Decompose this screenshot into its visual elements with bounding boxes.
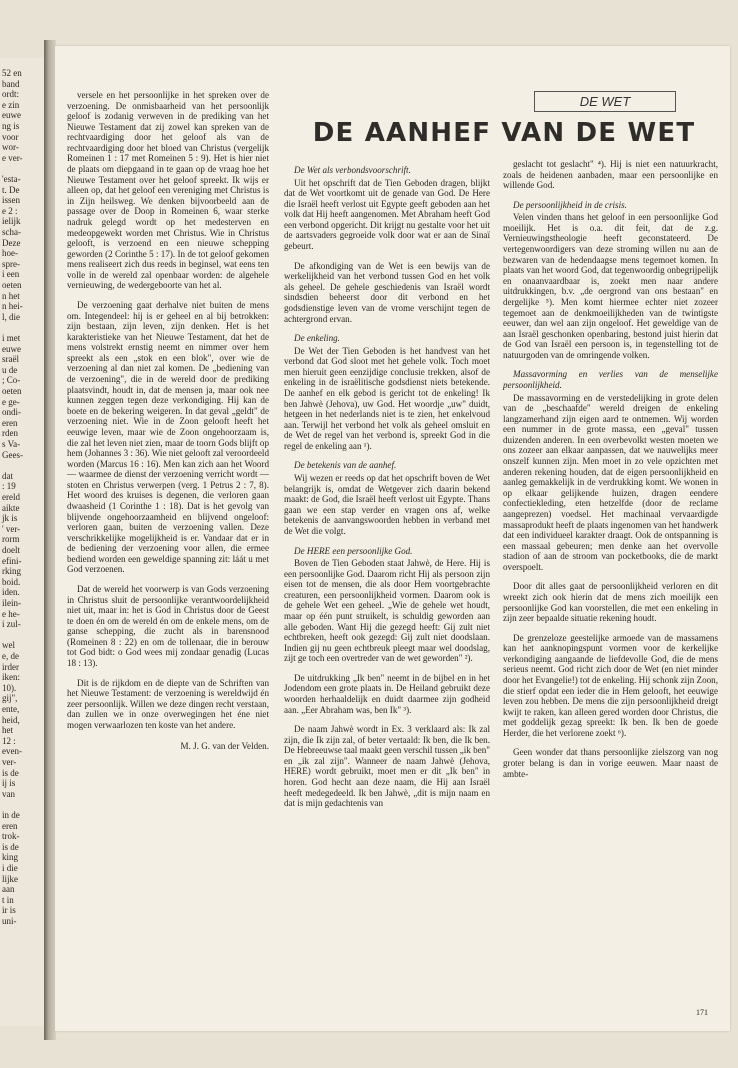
section-heading: De betekenis van de aanhef. <box>294 460 397 471</box>
section-heading: De HERE een persoonlijke God. <box>294 545 413 556</box>
left-page-text-fragment: hoe- <box>2 248 18 259</box>
left-page-text-fragment: issen <box>2 195 20 206</box>
left-page-text-fragment: spre- <box>2 258 20 269</box>
left-page-text-fragment: eren <box>2 417 18 428</box>
left-page-text-fragment: voor <box>2 131 19 142</box>
left-page-text-fragment: even- <box>2 746 22 757</box>
left-page-text-fragment: ente, <box>2 704 20 714</box>
left-page-text-fragment: oeten <box>2 280 22 290</box>
left-page-text-fragment: irder <box>2 661 19 672</box>
left-page-text-fragment: u de <box>2 364 18 375</box>
left-page-text-fragment: 'esta- <box>2 174 21 184</box>
article-title: DE AANHEF VAN DE WET <box>312 118 696 148</box>
left-page-text-fragment: i zul- <box>2 619 21 630</box>
left-page-text-fragment: is de <box>2 767 19 778</box>
page-number: 171 <box>696 1008 708 1017</box>
left-page-text-fragment: het <box>2 725 13 736</box>
left-page-text-fragment: trok- <box>2 831 20 842</box>
author-signature: M. J. G. van der Velden. <box>180 740 269 751</box>
left-page-text-fragment: l, die <box>2 311 20 322</box>
section-tag: DE WET <box>534 91 676 112</box>
paragraph: De naam Jahwè wordt in Ex. 3 verklaard als: Ik zal zijn, die Ik zijn zal, of beter vertaald: Ik ben, die Ik ben. De Hebreeuwse taal maakt geen verschil tussen „ik ben" en „ik zal zijn". Wanneer de naam Jahwè (Jehova, HERE) wordt gebruikt, moet men er dit „Ik ben" in horen. God hecht aan deze naam, die Hij aan Israël heeft medegedeeld. Ik ben Jahwè, „dit is mijn naam en dat is mijn gedachtenis van <box>284 724 490 809</box>
left-page-text-fragment: e zin <box>2 99 20 110</box>
left-page-text-fragment: : 19 <box>2 481 16 492</box>
left-page-text-fragment: king <box>2 852 19 863</box>
left-page-text-fragment: e he- <box>2 608 20 619</box>
left-page-text-fragment: i die <box>2 863 18 873</box>
left-page-text-fragment: 12 : <box>2 735 16 746</box>
left-page-text-fragment: rorm <box>2 534 20 545</box>
left-page-text-fragment: rking <box>2 566 21 577</box>
paragraph: Boven de Tien Geboden staat Jahwè, de Here. Hij is een persoonlijke God. Daarom richt Hij als persoon zijn eisen tot de mensen, die als door Hem voortgebrachte creaturen, een persoonlijkheid vormen. Daarom ook is de gehele Wet een geheel. „Wie de gehele wet houdt, maar op één punt struikelt, is schuldig geworden aan alle geboden. Want Hij die gezegd heeft: Gij zult niet echtbreken, heeft ook gezegd: Gij zult niet doodslaan. Indien gij nu geen echtbreuk pleegt maar wel doodslag, zijt ge toch een overtreder van de wet geworden" ²). <box>284 558 490 664</box>
left-page-text-fragment: ir is <box>2 905 16 916</box>
left-page-text-fragment: ordt: <box>2 89 19 100</box>
left-page-text-fragment: Gees- <box>2 449 23 460</box>
left-page-text-fragment: boid. <box>2 576 21 587</box>
text-column-3 <box>503 159 718 788</box>
paragraph: Uit het opschrift dat de Tien Geboden dragen, blijkt dat de Wet voortkomt uit de genade van God. De Here die Israël heeft verlost uit Egypte geeft geboden aan het volk dat Hij heeft aangenomen. Met Abraham heeft God een verbond opgericht. Dit krijgt nu gestalte voor het uit de aartsvaders gegroeide volk door wat er aan de Sinaï gebeurt. <box>284 177 490 252</box>
paragraph: Dat de wereld het voorwerp is van Gods verzoening in Christus sluit de persoonlijke verantwoordelijkheid niet uit, maar in: het is God in Christus door de Geest te doen én om de wereld én om de enkele mens, om de ganse schepping, die zucht als in barensnood (Romeinen 8 : 22) en om de tollenaar, die in berouw tot God bidt: o God wees mij zondaar genadig (Lucas 18 : 13). <box>67 584 269 669</box>
left-page-text-fragment: iken: <box>2 672 20 683</box>
left-page-text-fragment: wel <box>2 640 15 651</box>
section-heading: De Wet als verbondsvoorschrift. <box>294 165 411 175</box>
section-heading: De enkeling. <box>294 333 340 344</box>
left-page-text-fragment: van <box>2 788 15 799</box>
left-page-text-fragment: lijke <box>2 873 18 884</box>
paragraph: De massavorming en de verstedelijking in grote delen van de „beschaafde" wereld dreigen de enkeling langzamerhand zijn eigen aard te ontnemen. Wij worden een nummer in de grote massa, een „geval" tussen duizenden anderen. In een overbevolkt westen moeten we ons zozeer aan elkaar aanpassen, dat we nauwelijks meer onszelf kunnen zijn. Men moet in zo vele opzichten met anderen rekening houden, dat de eigen persoonlijkheid en aanleg gemakkelijk in de verdrukking komt. We wonen in op elkaar gelijkende huizen, dragen eendere confectiekleding, eten hetzelfde (door de reclame aangeprezen) voedsel. Het machinaal vervaardigde massaprodukt heeft de plaats ingenomen van het handwerk dat een individueel karakter draagt. Ook de ontspanning is een massaal gebeuren; men denke aan het overvolle stadion of aan de stroom van pocketbooks, die de markt overspoelt. <box>503 392 718 572</box>
left-page-text-fragment: i een <box>2 269 20 280</box>
left-page-text-fragment: gij", <box>2 693 18 704</box>
left-page-text-fragment: dat <box>2 470 13 481</box>
left-page-text-fragment: e ge- <box>2 396 20 407</box>
left-page-text-fragment: efini- <box>2 555 22 566</box>
left-page-text-fragment: i met <box>2 333 21 343</box>
left-page-text-fragment: jk is <box>2 513 18 524</box>
paragraph: De afkondiging van de Wet is een bewijs van de werkelijkheid van het verbond tussen God en het volk als geheel. De gehele geschiedenis van Israël wordt sindsdien beheerst door dit verbond en het godsdienstige leven van de vrome verschijnt tegen de achtergrond ervan. <box>284 260 490 324</box>
left-page-text-fragment: e ver- <box>2 152 23 163</box>
paragraph: geslacht tot geslacht" ⁴). Hij is niet een natuurkracht, zoals de heidenen aanbaden, maar een persoonlijke en willende God. <box>503 159 718 191</box>
paragraph: Geen wonder dat thans persoonlijke zielszorg van nog groter belang is dan in vorige eeuwen. Maar naast de ambte- <box>503 747 718 779</box>
left-page-text-fragment: t in <box>2 894 14 905</box>
paragraph: versele en het persoonlijke in het spreken over de verzoening. De onmisbaarheid van het persoonlijk geloof is zodanig verweven in de prediking van het Nieuwe Testament dat zij zowel kan spreken van de rechtvaardiging door het geloof als van de rechtvaardiging door het bloed van Christus (vergelijk Romeinen 1 : 17 met Romeinen 5 : 9). Het is hier niet de plaats om diepgaand in te gaan op de vraag hoe het Nieuwe Testament over het geloof spreekt. Ik wijs er alleen op, dat het geloof een vereniging met Christus is in Zijn heilsweg. We denken bijvoorbeeld aan de passage over de Doop in Romeinen 6, waar sterke nadruk gelegd wordt op het medesterven en medeopgewekt worden met Christus. Wie in Christus gelooft, is verzoend en een nieuwe schepping geworden (2 Corinthe 5 : 17). In de tot geloof gekomen mens realiseert zich dus reeds in beginsel, wat eens ten volle in de wereld zal openbaar worden: de algehele vernieuwing, de wedergeboorte van het al. <box>67 90 269 291</box>
text-column-1 <box>67 90 269 760</box>
left-page-text-fragment: sraël <box>2 354 19 365</box>
left-page-text-fragment: eren <box>2 820 18 831</box>
left-page-text-fragment: Deze <box>2 237 21 248</box>
left-page-text-fragment: n hei- <box>2 301 23 312</box>
left-page-text-fragment: ; Co- <box>2 375 21 386</box>
left-page-text-fragment: rden <box>2 428 18 439</box>
left-page-text-fragment: oeten <box>2 386 22 396</box>
left-page-text-fragment: aikte <box>2 502 20 513</box>
left-page-text-fragment: aan <box>2 884 15 895</box>
paragraph: Wij wezen er reeds op dat het opschrift boven de Wet belangrijk is, omdat de Wetgever zich daarin bekend maakt: de God, die Israël heeft verlost uit Egypte. Thans gaan we een stap verder en vragen ons af, welke betekenis de aanvangswoorden hebben in verband met de Wet die volgt. <box>284 473 490 536</box>
left-page-text-fragment: doelt <box>2 545 20 555</box>
paragraph: De Wet der Tien Geboden is het handvest van het verbond dat God sloot met het gehele volk. Toch moet men hieruit geen eenzijdige conclusie trekken, alsof de enkeling in de israëlitische godsdienst niets betekende. De aanhef en elk gebod is gericht tot de enkeling! Ik ben Jahwè (Jehova), uw God. Het woordje „uw" duidt, hetgeen in het nederlands niet is te zien, het enkelvoud aan. Terwijl het verbond het volk als geheel omsluit en de Wet de regel van het verbond is, spreekt God in die regel de enkeling aan ¹). <box>284 345 490 451</box>
left-page-text-fragment: ij is <box>2 778 16 789</box>
left-page-text-fragment: ng is <box>2 121 20 131</box>
paragraph: Door dit alles gaat de persoonlijkheid verloren en dit wreekt zich ook hierin dat de mens zich moeilijk een persoonlijke God kan voorstellen, die met een enkeling in zijn zeer bepaalde situatie rekening houdt. <box>503 581 718 624</box>
left-page-text-fragment: in de <box>2 810 20 820</box>
left-page-text-fragment: band <box>2 78 20 89</box>
paragraph: De verzoening gaat derhalve niet buiten de mens om. Integendeel: hij is er geheel en al bij betrokken: zijn bestaan, zijn leven, zijn denken. Het is het karakteristieke van het Nieuwe Testament, dat het de mens volstrekt ernstig neemt en nimmer over hem spreekt als een „stok en een blok", over wie de verzoening al dan niet zal komen. De „bediening van de verzoening", die in de wereld door de prediking plaatsvindt, houdt in, dat de mensen ja, maar ook nee kunnen zeggen tegen deze verkondiging. Hij kan de boete en de bekering weigeren. In dat geval „geldt" de verzoening niet. Wie in de Zoon gelooft heeft het eeuwige leven, maar wie de Zoon ongehoorzaam is, die zal het leven niet zien, maar de toorn Gods blijft op hem (Johannes 3 : 36). Wie niet gelooft zal veroordeeld worden (Marcus 16 : 16). Men kan zich aan het Woord — waarmee de dienst der verzoening verricht wordt — stoten en Christus verwerpen (verg. 1 Petrus 2 : 7, 8). Het woord des kruises is degenen, die verloren gaan dwaasheid (1 Corinthe 1 : 18). Dat is het gevolg van blijvende ongehoorzaamheid en blijvend ongeloof: verloren gaan, buiten de verzoening vallen. Deze verschrikkelijke mogelijkheid is er. Vandaar dat er in de bediening der verzoening voor allen, die ermee bediend worden een geweldige spanning zit: láát u met God verzoenen. <box>67 299 269 575</box>
left-page-text-fragment: scha- <box>2 227 21 237</box>
adjacent-page-fragment <box>0 58 46 1026</box>
left-page-text-fragment: iden. <box>2 587 20 598</box>
section-heading: Massavorming en verlies van de menselijke persoonlijkheid. <box>503 369 718 390</box>
paragraph: Velen vinden thans het geloof in een persoonlijke God moeilijk. Het is o.a. dit feit, dat de z.g. Vernieuwingstheologie heeft geconstateerd. De vertegenwoordigers van deze stroming willen nu aan de bezwaren van de hedendaagse mens tegemoet komen. In plaats van het woord God, dat tegenwoordig onbegrijpelijk en onaanvaardbaar is, zoekt men naar andere uitdrukkingen, b.v. „de oergrond van ons bestaan" en dergelijke ⁵). Men komt hiermee echter niet zozeer tegemoet aan de denkmoeilijkheden van de twintigste eeuwer, dan wel aan zijn ongeloof. Het geweldige van de aan Israël geschonken openbaring, bestond juist hierin dat de God van Israël een persoon is, in tegenstelling tot de natuurgoden van de omringende volken. <box>503 212 718 360</box>
left-page-text-fragment: t. De <box>2 184 20 195</box>
left-page-text-fragment: ilein- <box>2 598 21 608</box>
left-page-text-fragment: e, de <box>2 651 19 661</box>
left-page-text-fragment: wor- <box>2 142 19 153</box>
left-page-text-fragment: s Va- <box>2 439 21 449</box>
left-page-text-fragment: 10). <box>2 682 17 693</box>
paragraph: De grenzeloze geestelijke armoede van de massamens kan het aanknopingspunt vormen voor de kerkelijke verkondiging aangaande de liefdevolle God, die de mens serieus neemt. God richt zich door de Wet (en niet minder door het Evangelie!) tot de enkeling. Hij schonk zijn Zoon, die stierf opdat een ieder die in Hem gelooft, het eeuwige leven zou hebben. De mens die zijn persoonlijkheid dreigt kwijt te raken, kan alleen gered worden door Christus, die met goddelijk gezag spreekt: Ik ben. Ik ben de goede Herder, die het verlorene zoekt ⁶). <box>503 632 718 738</box>
left-page-text-fragment: euwe <box>2 110 21 121</box>
section-heading: De persoonlijkheid in de crisis. <box>513 199 627 210</box>
left-page-text-fragment: ielijk <box>2 216 21 227</box>
left-page-text-fragment: ondi- <box>2 407 21 418</box>
left-page-text-fragment: euwe <box>2 343 21 354</box>
left-page-text-fragment: e 2 : <box>2 205 18 216</box>
left-page-text-fragment: uni- <box>2 916 17 926</box>
left-page-text-fragment: ver- <box>2 757 17 767</box>
left-page-text-fragment: n het <box>2 290 20 301</box>
magazine-page <box>55 46 730 1031</box>
left-page-text-fragment: ' ver- <box>2 523 21 534</box>
paragraph: De uitdrukking „Ik ben" neemt in de bijbel en in het Jodendom een grote plaats in. De Heiland gebruikt deze woorden herhaaldelijk en duidt daarmee zijn godheid aan. „Eer Abraham was, ben Ik" ³). <box>284 672 490 715</box>
left-page-text-fragment: is de <box>2 841 19 852</box>
paragraph: Dit is de rijkdom en de diepte van de Schriften van het Nieuwe Testament: de verzoening is wereldwijd én zeer persoonlijk. Willen we deze dingen recht verstaan, dan zullen we in onze overwegingen het éne niet mogen verwaarlozen ten koste van het andere. <box>67 677 269 730</box>
left-page-text-fragment: ereld <box>2 492 20 502</box>
left-page-text-fragment: 52 en <box>2 68 22 78</box>
left-page-text-fragment: heid, <box>2 714 20 725</box>
text-column-2 <box>284 159 490 818</box>
